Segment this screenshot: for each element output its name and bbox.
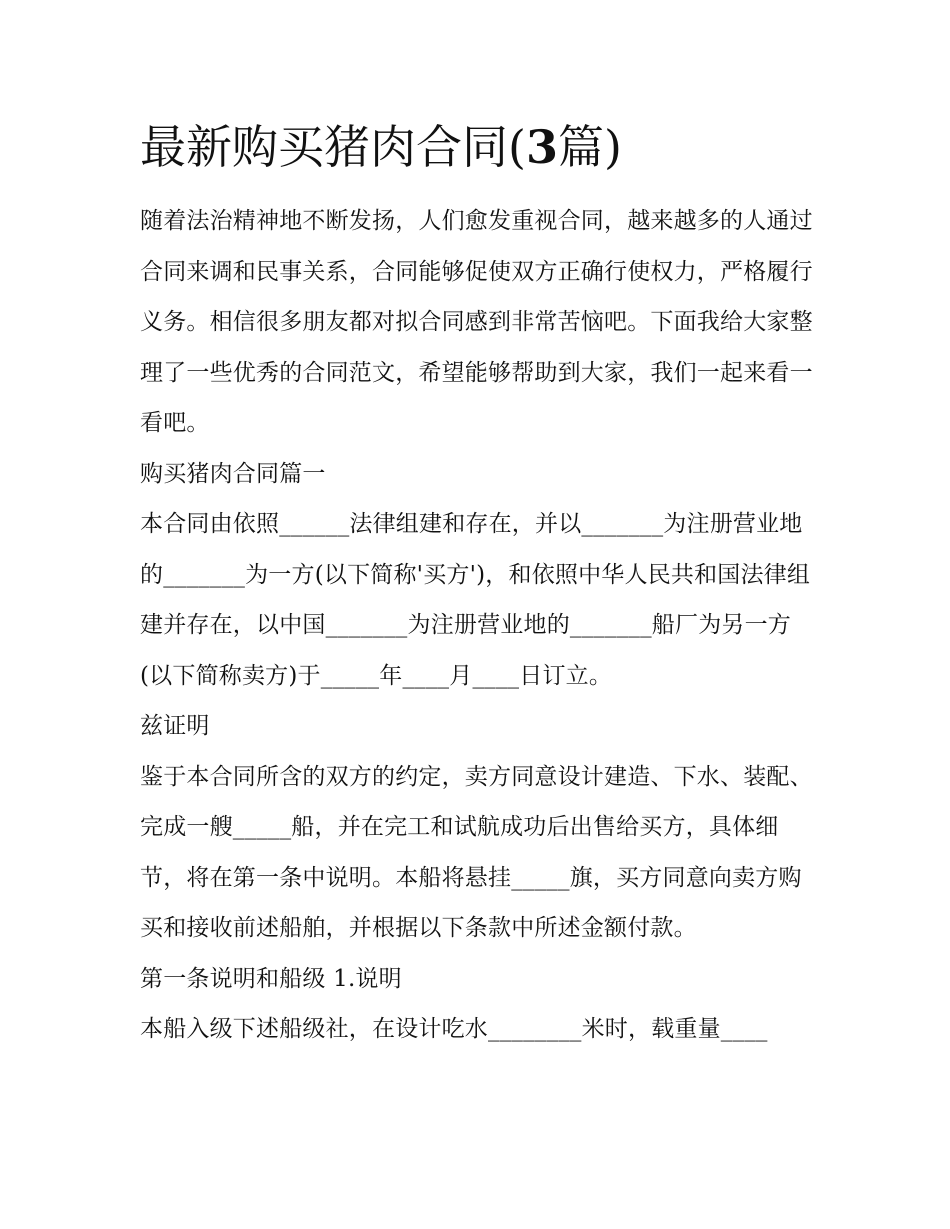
title-part1: 最新购买猪肉合同( xyxy=(140,120,526,174)
classification-paragraph: 本船入级下述船级社，在设计吃水________米时，载重量____ xyxy=(140,1016,768,1042)
witness-line: 兹证明 xyxy=(140,713,210,739)
intro-paragraph: 随着法治精神地不断发扬，人们愈发重视合同，越来越多的人通过合同来调和民事关系，合同能够促使双方正确行使权力，严格履行义务。相信很多朋友都对拟合同感到非常苦恼吧。下面我给大家整理了一些优秀的合同范文，希望能够帮助到大家，我们一起来看一看吧。 xyxy=(140,208,813,436)
document-page xyxy=(140,112,820,1055)
document-title xyxy=(140,112,820,182)
article1-heading: 第一条说明和船级 1.说明 xyxy=(140,965,402,992)
section1-heading: 购买猪肉合同篇一 xyxy=(140,460,326,487)
contract-parties-paragraph: 本合同由依照______法律组建和存在，并以_______为注册营业地的_______为一方(以下简称'买方')，和依照中华人民共和国法律组建并存在，以中国_______为注册营业地的_______船厂为另一方(以下简称卖方)于_____年____月____日订立。 xyxy=(140,511,811,689)
title-number: 3 xyxy=(525,120,558,174)
title-part2: 篇) xyxy=(557,120,622,174)
agreement-paragraph: 鉴于本合同所含的双方的约定，卖方同意设计建造、下水、装配、完成一艘_____船，并在完工和试航成功后出售给买方，具体细节，将在第一条中说明。本船将悬挂_____旗，买方同意向卖方购买和接收前述船舶，并根据以下条款中所述金额付款。 xyxy=(140,763,813,941)
